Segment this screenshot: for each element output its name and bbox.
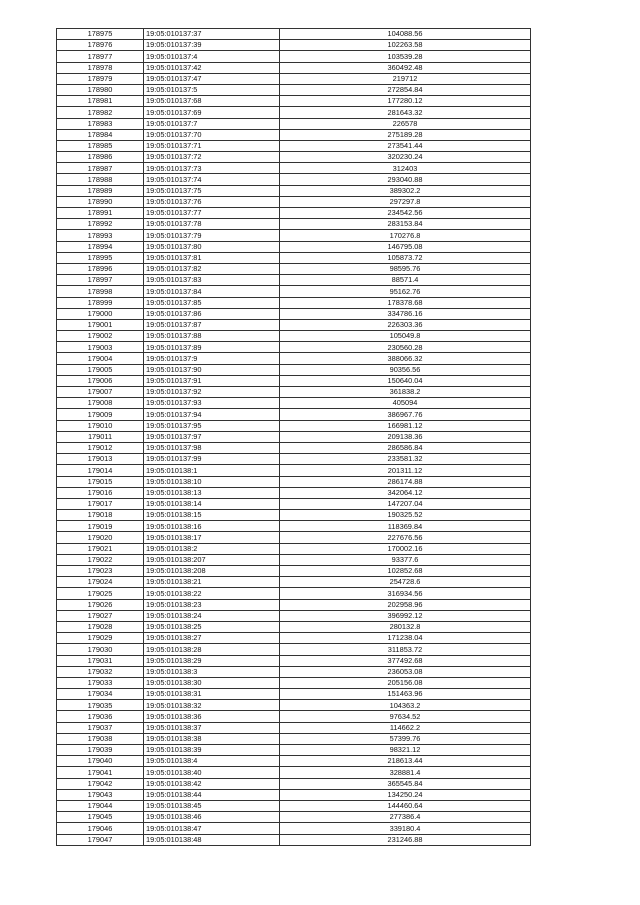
row-number-cell: 179043 xyxy=(57,789,144,800)
table-row xyxy=(57,834,531,845)
cadastral-number-cell: 19:05:010137:93 xyxy=(144,398,280,409)
value-cell: 233581.32 xyxy=(280,454,531,465)
value-cell: 98595.76 xyxy=(280,263,531,274)
cadastral-number-cell: 19:05:010137:86 xyxy=(144,308,280,319)
table-row xyxy=(57,163,531,174)
cadastral-number-cell: 19:05:010137:89 xyxy=(144,342,280,353)
row-number-cell: 178997 xyxy=(57,275,144,286)
table-row xyxy=(57,733,531,744)
row-number-cell: 179000 xyxy=(57,308,144,319)
value-cell: 105049.8 xyxy=(280,331,531,342)
value-cell: 277386.4 xyxy=(280,812,531,823)
row-number-cell: 179008 xyxy=(57,398,144,409)
table-row xyxy=(57,431,531,442)
cadastral-number-cell: 19:05:010138:30 xyxy=(144,677,280,688)
value-cell: 57399.76 xyxy=(280,733,531,744)
cadastral-number-cell: 19:05:010138:32 xyxy=(144,700,280,711)
value-cell: 170276.8 xyxy=(280,230,531,241)
table-row xyxy=(57,498,531,509)
row-number-cell: 179020 xyxy=(57,532,144,543)
row-number-cell: 179011 xyxy=(57,431,144,442)
table-row xyxy=(57,230,531,241)
value-cell: 226578 xyxy=(280,118,531,129)
cadastral-number-cell: 19:05:010138:207 xyxy=(144,554,280,565)
table-row xyxy=(57,208,531,219)
value-cell: 236053.08 xyxy=(280,666,531,677)
table-row xyxy=(57,387,531,398)
value-cell: 334786.16 xyxy=(280,308,531,319)
cadastral-number-cell: 19:05:010138:208 xyxy=(144,566,280,577)
row-number-cell: 179014 xyxy=(57,465,144,476)
cadastral-number-cell: 19:05:010137:92 xyxy=(144,387,280,398)
row-number-cell: 179017 xyxy=(57,498,144,509)
cadastral-number-cell: 19:05:010138:2 xyxy=(144,543,280,554)
value-cell: 104088.56 xyxy=(280,29,531,40)
cadastral-number-cell: 19:05:010137:39 xyxy=(144,40,280,51)
table-row xyxy=(57,398,531,409)
cadastral-number-cell: 19:05:010137:47 xyxy=(144,73,280,84)
value-cell: 280132.8 xyxy=(280,621,531,632)
row-number-cell: 178986 xyxy=(57,152,144,163)
row-number-cell: 178977 xyxy=(57,51,144,62)
cadastral-number-cell: 19:05:010137:82 xyxy=(144,263,280,274)
table-row xyxy=(57,29,531,40)
cadastral-number-cell: 19:05:010137:84 xyxy=(144,286,280,297)
cadastral-number-cell: 19:05:010138:40 xyxy=(144,767,280,778)
value-cell: 102263.58 xyxy=(280,40,531,51)
cadastral-number-cell: 19:05:010138:46 xyxy=(144,812,280,823)
table-row xyxy=(57,297,531,308)
table-row xyxy=(57,677,531,688)
table-row xyxy=(57,543,531,554)
row-number-cell: 178976 xyxy=(57,40,144,51)
row-number-cell: 179018 xyxy=(57,510,144,521)
cadastral-number-cell: 19:05:010138:21 xyxy=(144,577,280,588)
table-row xyxy=(57,263,531,274)
value-cell: 150640.04 xyxy=(280,375,531,386)
table-row xyxy=(57,96,531,107)
value-cell: 316934.56 xyxy=(280,588,531,599)
row-number-cell: 179035 xyxy=(57,700,144,711)
row-number-cell: 179023 xyxy=(57,566,144,577)
cadastral-number-cell: 19:05:010138:22 xyxy=(144,588,280,599)
value-cell: 286174.88 xyxy=(280,476,531,487)
value-cell: 389302.2 xyxy=(280,185,531,196)
table-row xyxy=(57,353,531,364)
table-row xyxy=(57,823,531,834)
cadastral-number-cell: 19:05:010137:74 xyxy=(144,174,280,185)
cadastral-number-cell: 19:05:010138:15 xyxy=(144,510,280,521)
table-row xyxy=(57,521,531,532)
value-cell: 118369.84 xyxy=(280,521,531,532)
value-cell: 146795.08 xyxy=(280,241,531,252)
value-cell: 218613.44 xyxy=(280,756,531,767)
cadastral-number-cell: 19:05:010138:24 xyxy=(144,610,280,621)
value-cell: 103539.28 xyxy=(280,51,531,62)
value-cell: 97634.52 xyxy=(280,711,531,722)
cadastral-number-cell: 19:05:010137:87 xyxy=(144,319,280,330)
cadastral-number-cell: 19:05:010137:79 xyxy=(144,230,280,241)
row-number-cell: 179036 xyxy=(57,711,144,722)
cadastral-number-cell: 19:05:010137:7 xyxy=(144,118,280,129)
row-number-cell: 178991 xyxy=(57,208,144,219)
row-number-cell: 179038 xyxy=(57,733,144,744)
row-number-cell: 178998 xyxy=(57,286,144,297)
row-number-cell: 179007 xyxy=(57,387,144,398)
value-cell: 365545.84 xyxy=(280,778,531,789)
value-cell: 178378.68 xyxy=(280,297,531,308)
value-cell: 171238.04 xyxy=(280,633,531,644)
row-number-cell: 179041 xyxy=(57,767,144,778)
table-row xyxy=(57,129,531,140)
row-number-cell: 179009 xyxy=(57,409,144,420)
row-number-cell: 178984 xyxy=(57,129,144,140)
value-cell: 201311.12 xyxy=(280,465,531,476)
row-number-cell: 179002 xyxy=(57,331,144,342)
cadastral-number-cell: 19:05:010137:81 xyxy=(144,252,280,263)
value-cell: 388066.32 xyxy=(280,353,531,364)
value-cell: 339180.4 xyxy=(280,823,531,834)
row-number-cell: 178994 xyxy=(57,241,144,252)
value-cell: 134250.24 xyxy=(280,789,531,800)
row-number-cell: 179003 xyxy=(57,342,144,353)
value-cell: 396992.12 xyxy=(280,610,531,621)
cadastral-number-cell: 19:05:010138:13 xyxy=(144,487,280,498)
table-row xyxy=(57,577,531,588)
row-number-cell: 179032 xyxy=(57,666,144,677)
row-number-cell: 179006 xyxy=(57,375,144,386)
data-table xyxy=(56,28,531,846)
cadastral-number-cell: 19:05:010137:91 xyxy=(144,375,280,386)
value-cell: 95162.76 xyxy=(280,286,531,297)
cadastral-number-cell: 19:05:010138:10 xyxy=(144,476,280,487)
row-number-cell: 179028 xyxy=(57,621,144,632)
row-number-cell: 179040 xyxy=(57,756,144,767)
value-cell: 219712 xyxy=(280,73,531,84)
value-cell: 320230.24 xyxy=(280,152,531,163)
table-row xyxy=(57,800,531,811)
row-number-cell: 179019 xyxy=(57,521,144,532)
row-number-cell: 178981 xyxy=(57,96,144,107)
table-row xyxy=(57,476,531,487)
value-cell: 177280.12 xyxy=(280,96,531,107)
table-row xyxy=(57,219,531,230)
cadastral-number-cell: 19:05:010138:1 xyxy=(144,465,280,476)
value-cell: 297297.8 xyxy=(280,196,531,207)
table-row xyxy=(57,700,531,711)
cadastral-number-cell: 19:05:010138:38 xyxy=(144,733,280,744)
row-number-cell: 178983 xyxy=(57,118,144,129)
row-number-cell: 179016 xyxy=(57,487,144,498)
table-row xyxy=(57,286,531,297)
table-row xyxy=(57,778,531,789)
cadastral-number-cell: 19:05:010137:75 xyxy=(144,185,280,196)
cadastral-number-cell: 19:05:010138:47 xyxy=(144,823,280,834)
cadastral-number-cell: 19:05:010138:27 xyxy=(144,633,280,644)
table-row xyxy=(57,644,531,655)
cadastral-number-cell: 19:05:010137:85 xyxy=(144,297,280,308)
value-cell: 114662.2 xyxy=(280,722,531,733)
row-number-cell: 178985 xyxy=(57,140,144,151)
cadastral-number-cell: 19:05:010137:5 xyxy=(144,84,280,95)
row-number-cell: 178995 xyxy=(57,252,144,263)
row-number-cell: 179026 xyxy=(57,599,144,610)
cadastral-number-cell: 19:05:010137:97 xyxy=(144,431,280,442)
row-number-cell: 179034 xyxy=(57,689,144,700)
cadastral-number-cell: 19:05:010138:16 xyxy=(144,521,280,532)
table-row xyxy=(57,510,531,521)
cadastral-number-cell: 19:05:010138:4 xyxy=(144,756,280,767)
cadastral-number-cell: 19:05:010138:45 xyxy=(144,800,280,811)
cadastral-number-cell: 19:05:010138:28 xyxy=(144,644,280,655)
row-number-cell: 179015 xyxy=(57,476,144,487)
value-cell: 147207.04 xyxy=(280,498,531,509)
value-cell: 90356.56 xyxy=(280,364,531,375)
table-row xyxy=(57,711,531,722)
table-row xyxy=(57,252,531,263)
value-cell: 328881.4 xyxy=(280,767,531,778)
row-number-cell: 178979 xyxy=(57,73,144,84)
cadastral-number-cell: 19:05:010137:72 xyxy=(144,152,280,163)
cadastral-number-cell: 19:05:010137:95 xyxy=(144,420,280,431)
cadastral-number-cell: 19:05:010137:80 xyxy=(144,241,280,252)
table-row xyxy=(57,409,531,420)
value-cell: 386967.76 xyxy=(280,409,531,420)
table-row xyxy=(57,666,531,677)
row-number-cell: 179046 xyxy=(57,823,144,834)
row-number-cell: 179027 xyxy=(57,610,144,621)
row-number-cell: 178987 xyxy=(57,163,144,174)
row-number-cell: 179037 xyxy=(57,722,144,733)
table-row xyxy=(57,442,531,453)
table-row xyxy=(57,532,531,543)
value-cell: 293040.88 xyxy=(280,174,531,185)
table-row xyxy=(57,185,531,196)
row-number-cell: 179029 xyxy=(57,633,144,644)
row-number-cell: 179031 xyxy=(57,655,144,666)
row-number-cell: 179047 xyxy=(57,834,144,845)
cadastral-number-cell: 19:05:010137:88 xyxy=(144,331,280,342)
row-number-cell: 179033 xyxy=(57,677,144,688)
row-number-cell: 179004 xyxy=(57,353,144,364)
cadastral-number-cell: 19:05:010138:29 xyxy=(144,655,280,666)
cadastral-number-cell: 19:05:010137:98 xyxy=(144,442,280,453)
table-row xyxy=(57,588,531,599)
value-cell: 98321.12 xyxy=(280,745,531,756)
row-number-cell: 179010 xyxy=(57,420,144,431)
table-row xyxy=(57,319,531,330)
cadastral-number-cell: 19:05:010138:39 xyxy=(144,745,280,756)
value-cell: 377492.68 xyxy=(280,655,531,666)
row-number-cell: 178996 xyxy=(57,263,144,274)
table-row xyxy=(57,342,531,353)
value-cell: 234542.56 xyxy=(280,208,531,219)
cadastral-number-cell: 19:05:010137:90 xyxy=(144,364,280,375)
cadastral-number-cell: 19:05:010137:78 xyxy=(144,219,280,230)
row-number-cell: 179044 xyxy=(57,800,144,811)
cadastral-number-cell: 19:05:010137:42 xyxy=(144,62,280,73)
value-cell: 311853.72 xyxy=(280,644,531,655)
cadastral-number-cell: 19:05:010137:4 xyxy=(144,51,280,62)
row-number-cell: 178980 xyxy=(57,84,144,95)
row-number-cell: 179022 xyxy=(57,554,144,565)
cadastral-number-cell: 19:05:010138:37 xyxy=(144,722,280,733)
row-number-cell: 179013 xyxy=(57,454,144,465)
value-cell: 166981.12 xyxy=(280,420,531,431)
row-number-cell: 178982 xyxy=(57,107,144,118)
row-number-cell: 178999 xyxy=(57,297,144,308)
table-row xyxy=(57,745,531,756)
cadastral-number-cell: 19:05:010137:68 xyxy=(144,96,280,107)
value-cell: 227676.56 xyxy=(280,532,531,543)
table-row xyxy=(57,420,531,431)
value-cell: 105873.72 xyxy=(280,252,531,263)
value-cell: 405094 xyxy=(280,398,531,409)
table-row xyxy=(57,621,531,632)
row-number-cell: 179042 xyxy=(57,778,144,789)
table-row xyxy=(57,767,531,778)
cadastral-number-cell: 19:05:010138:3 xyxy=(144,666,280,677)
table-row xyxy=(57,465,531,476)
table-row xyxy=(57,722,531,733)
cadastral-number-cell: 19:05:010137:83 xyxy=(144,275,280,286)
table-row xyxy=(57,364,531,375)
row-number-cell: 179025 xyxy=(57,588,144,599)
cadastral-number-cell: 19:05:010137:70 xyxy=(144,129,280,140)
row-number-cell: 178992 xyxy=(57,219,144,230)
table-row xyxy=(57,62,531,73)
cadastral-number-cell: 19:05:010137:76 xyxy=(144,196,280,207)
value-cell: 226303.36 xyxy=(280,319,531,330)
value-cell: 209138.36 xyxy=(280,431,531,442)
cadastral-number-cell: 19:05:010137:69 xyxy=(144,107,280,118)
table-row xyxy=(57,40,531,51)
table-row xyxy=(57,487,531,498)
cadastral-number-cell: 19:05:010137:9 xyxy=(144,353,280,364)
table-row xyxy=(57,84,531,95)
row-number-cell: 178989 xyxy=(57,185,144,196)
row-number-cell: 179005 xyxy=(57,364,144,375)
cadastral-number-cell: 19:05:010138:36 xyxy=(144,711,280,722)
value-cell: 93377.6 xyxy=(280,554,531,565)
cadastral-number-cell: 19:05:010137:94 xyxy=(144,409,280,420)
cadastral-number-cell: 19:05:010138:48 xyxy=(144,834,280,845)
cadastral-number-cell: 19:05:010137:99 xyxy=(144,454,280,465)
table-row xyxy=(57,756,531,767)
table-row xyxy=(57,51,531,62)
value-cell: 231246.88 xyxy=(280,834,531,845)
table-row xyxy=(57,599,531,610)
value-cell: 190325.52 xyxy=(280,510,531,521)
value-cell: 202958.96 xyxy=(280,599,531,610)
value-cell: 104363.2 xyxy=(280,700,531,711)
row-number-cell: 179012 xyxy=(57,442,144,453)
table-row xyxy=(57,375,531,386)
table-row xyxy=(57,308,531,319)
row-number-cell: 178978 xyxy=(57,62,144,73)
table-row xyxy=(57,633,531,644)
cadastral-number-cell: 19:05:010137:37 xyxy=(144,29,280,40)
table-row xyxy=(57,566,531,577)
value-cell: 275189.28 xyxy=(280,129,531,140)
table-row xyxy=(57,241,531,252)
row-number-cell: 178975 xyxy=(57,29,144,40)
value-cell: 170002.16 xyxy=(280,543,531,554)
table-row xyxy=(57,275,531,286)
row-number-cell: 178988 xyxy=(57,174,144,185)
table-row xyxy=(57,73,531,84)
table-row xyxy=(57,789,531,800)
table-row xyxy=(57,655,531,666)
table-row xyxy=(57,812,531,823)
value-cell: 102852.68 xyxy=(280,566,531,577)
value-cell: 361838.2 xyxy=(280,387,531,398)
cadastral-number-cell: 19:05:010138:25 xyxy=(144,621,280,632)
table-row xyxy=(57,152,531,163)
value-cell: 151463.96 xyxy=(280,689,531,700)
value-cell: 312403 xyxy=(280,163,531,174)
cadastral-number-cell: 19:05:010137:73 xyxy=(144,163,280,174)
cadastral-number-cell: 19:05:010138:42 xyxy=(144,778,280,789)
value-cell: 230560.28 xyxy=(280,342,531,353)
table-row xyxy=(57,454,531,465)
value-cell: 273541.44 xyxy=(280,140,531,151)
table-row xyxy=(57,331,531,342)
row-number-cell: 179030 xyxy=(57,644,144,655)
row-number-cell: 178993 xyxy=(57,230,144,241)
cadastral-number-cell: 19:05:010138:31 xyxy=(144,689,280,700)
cadastral-number-cell: 19:05:010137:71 xyxy=(144,140,280,151)
value-cell: 283153.84 xyxy=(280,219,531,230)
cadastral-number-cell: 19:05:010138:23 xyxy=(144,599,280,610)
table-body xyxy=(57,29,531,846)
cadastral-number-cell: 19:05:010137:77 xyxy=(144,208,280,219)
table-row xyxy=(57,610,531,621)
row-number-cell: 179021 xyxy=(57,543,144,554)
value-cell: 205156.08 xyxy=(280,677,531,688)
row-number-cell: 178990 xyxy=(57,196,144,207)
value-cell: 281643.32 xyxy=(280,107,531,118)
table-row xyxy=(57,140,531,151)
value-cell: 360492.48 xyxy=(280,62,531,73)
table-row xyxy=(57,689,531,700)
value-cell: 254728.6 xyxy=(280,577,531,588)
row-number-cell: 179039 xyxy=(57,745,144,756)
row-number-cell: 179045 xyxy=(57,812,144,823)
row-number-cell: 179024 xyxy=(57,577,144,588)
table-row xyxy=(57,196,531,207)
table-row xyxy=(57,107,531,118)
value-cell: 342064.12 xyxy=(280,487,531,498)
value-cell: 272854.84 xyxy=(280,84,531,95)
cadastral-number-cell: 19:05:010138:44 xyxy=(144,789,280,800)
value-cell: 88571.4 xyxy=(280,275,531,286)
cadastral-number-cell: 19:05:010138:14 xyxy=(144,498,280,509)
table-row xyxy=(57,554,531,565)
cadastral-number-cell: 19:05:010138:17 xyxy=(144,532,280,543)
table-row xyxy=(57,174,531,185)
value-cell: 286586.84 xyxy=(280,442,531,453)
table-row xyxy=(57,118,531,129)
value-cell: 144460.64 xyxy=(280,800,531,811)
row-number-cell: 179001 xyxy=(57,319,144,330)
